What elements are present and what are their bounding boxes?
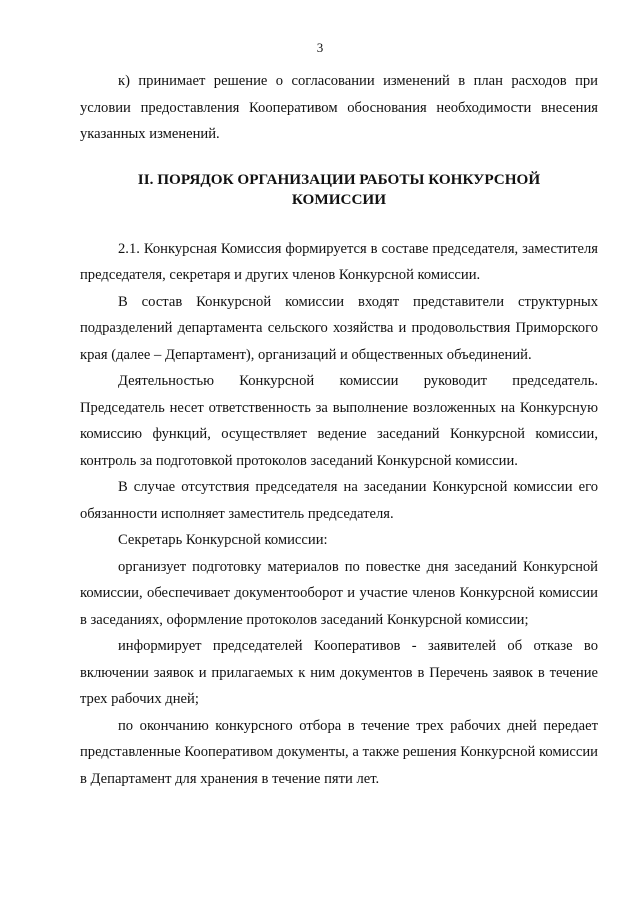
paragraph-deputy-chairman: В случае отсутствия председателя на заседании Конкурсной комиссии его обязанности исполняет заместитель председателя. <box>80 479 598 522</box>
paragraph-secretary-transfers: по окончанию конкурсного отбора в течение трех рабочих дней передает представленные Кооперативом документы, а также решения Конкурсной комиссии в Департамент для хранения в течение пяти лет. <box>80 717 598 787</box>
paragraph-2-1: 2.1. Конкурсная Комиссия формируется в составе председателя, заместителя председателя, секретаря и других членов Конкурсной комиссии. <box>80 240 598 283</box>
paragraph-chairman-duties: Деятельностью Конкурсной комиссии руководит председатель. Председатель несет ответственность за выполнение возложенных на Конкурсную комиссию функций, осуществляет ведение заседаний Конкурсной комиссии, контроль за подготовкой протоколов заседаний Конкурсной комиссии. <box>80 373 598 469</box>
paragraph-secretary-organizes: организует подготовку материалов по повестке дня заседаний Конкурсной комиссии, обеспечивает документооборот и участие членов Конкурсной комиссии в заседаниях, оформление протоколов заседаний Конкурсной комиссии; <box>80 558 598 628</box>
page-number: 3 <box>316 40 324 55</box>
document-body <box>80 68 598 792</box>
intro-paragraph: к) принимает решение о согласовании изменений в план расходов при условии предоставления Кооперативом обоснования необходимости внесения указанных изменений. <box>80 73 598 142</box>
paragraph-commission-composition: В состав Конкурсной комиссии входят представители структурных подразделений департамента сельского хозяйства и продовольствия Приморского края (далее – Департамент), организаций и общественных объединений. <box>80 293 598 363</box>
paragraph-secretary-heading: Секретарь Конкурсной комиссии: <box>118 532 328 548</box>
paragraph-secretary-informs: информирует председателей Кооперативов - заявителей об отказе во включении заявок и прилагаемых к ним документов в Перечень заявок в течение трех рабочих дней; <box>80 638 598 707</box>
section-title: II. ПОРЯДОК ОРГАНИЗАЦИИ РАБОТЫ КОНКУРСНОЙ КОМИССИИ <box>137 170 541 208</box>
